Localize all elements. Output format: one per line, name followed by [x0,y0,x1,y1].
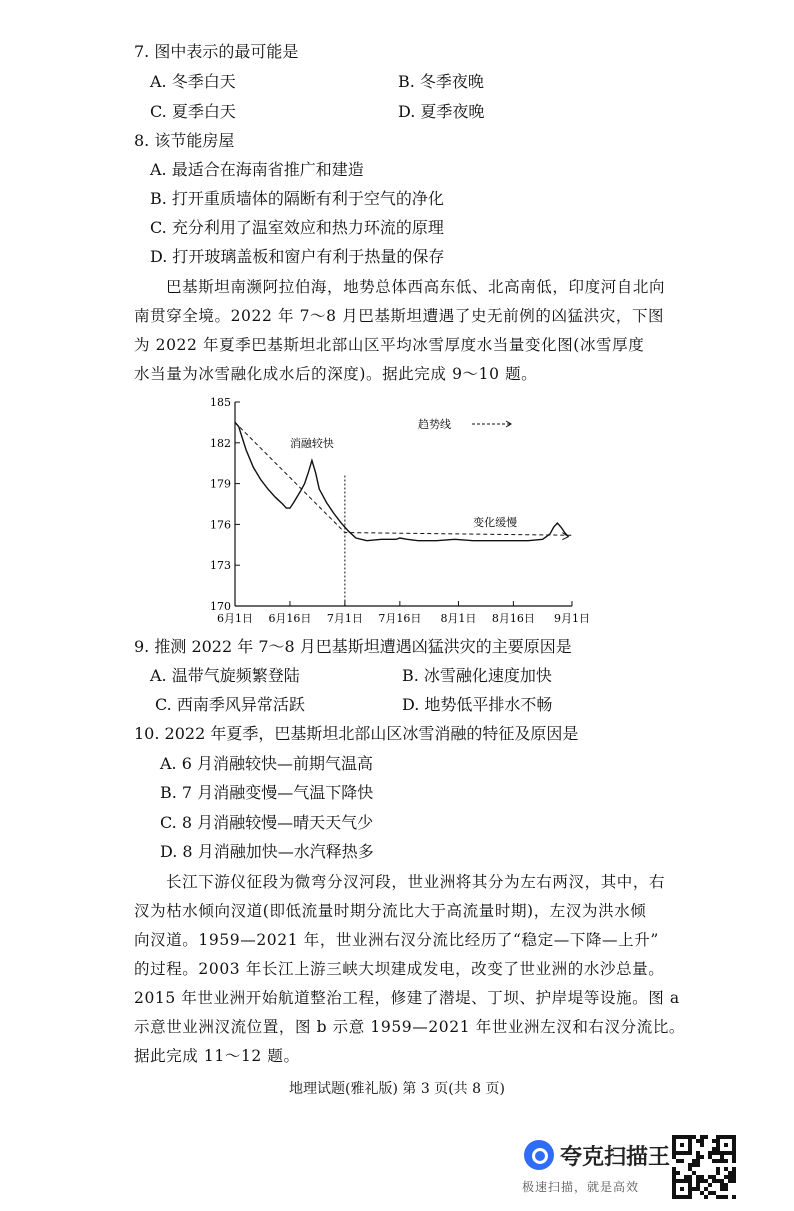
passage-2-line: 据此完成 11～12 题。 [134,1047,300,1065]
qr-module [728,1179,732,1183]
qr-module [692,1135,696,1139]
question-8-option-a: A. 最适合在海南省推广和建造 [150,160,364,179]
qr-module [696,1187,700,1191]
scanner-logo-icon [524,1140,554,1170]
x-tick-label: 7月16日 [378,612,422,625]
qr-module [672,1167,676,1171]
question-9-option-d: D. 地势低平排水不畅 [402,695,553,714]
snow-water-equivalent-chart [200,392,590,632]
qr-module [688,1167,692,1171]
qr-module [732,1171,736,1175]
swe-series-line [235,422,568,540]
qr-module [712,1175,716,1179]
qr-module [716,1147,720,1151]
qr-module [716,1171,720,1175]
question-10-option-c: C. 8 月消融较慢—晴天天气少 [160,813,374,832]
qr-module [672,1147,676,1151]
qr-module [712,1179,716,1183]
qr-module [720,1155,724,1159]
y-tick-label: 170 [210,600,231,613]
qr-module [684,1195,688,1199]
qr-module [716,1159,720,1163]
qr-module [684,1135,688,1139]
qr-module [732,1135,736,1139]
qr-module [680,1195,684,1199]
question-8-option-c: C. 充分利用了温室效应和热力环流的原理 [150,218,444,237]
qr-module [724,1159,728,1163]
qr-module [696,1159,700,1163]
qr-module [688,1179,692,1183]
qr-module [728,1171,732,1175]
qr-module [724,1187,728,1191]
qr-module [688,1139,692,1143]
y-tick-label: 176 [210,518,231,532]
scanner-slogan: 极速扫描，就是高效 [522,1180,640,1194]
qr-module [716,1139,720,1143]
qr-module [688,1147,692,1151]
qr-module [720,1183,724,1187]
qr-module [732,1167,736,1171]
qr-module [704,1187,708,1191]
qr-module [676,1179,680,1183]
qr-module [696,1155,700,1159]
qr-module [692,1187,696,1191]
qr-module [732,1175,736,1179]
y-tick-label: 182 [210,436,231,450]
question-8-option-b: B. 打开重质墙体的隔断有利于空气的净化 [150,189,444,208]
passage-2-line: 示意世业洲汊流位置，图 b 示意 1959—2021 年世业洲左汊和右汊分流比。 [134,1018,686,1036]
qr-module [676,1171,680,1175]
qr-module [700,1179,704,1183]
qr-module [728,1151,732,1155]
passage-1-line: 南贯穿全境。2022 年 7～8 月巴基斯坦遭遇了史无前例的凶猛洪灾，下图 [134,307,665,325]
passage-2-line: 向汊道。1959—2021 年，世业洲右汊分流比经历了“稳定—下降—上升” [134,931,659,949]
qr-module [680,1151,684,1155]
passage-1-line: 为 2022 年夏季巴基斯坦北部山区平均冰雪厚度水当量变化图(冰雪厚度 [134,336,645,354]
chart-annotation: 变化缓慢 [473,515,518,529]
question-10-stem: 10. 2022 年夏季，巴基斯坦北部山区冰雪消融的特征及原因是 [134,724,579,743]
qr-module [716,1167,720,1171]
passage-1-line: 水当量为冰雪融化成水后的深度)。据此完成 9～10 题。 [134,365,538,383]
qr-module [684,1151,688,1155]
x-tick-label: 7月1日 [326,612,363,625]
question-10-option-b: B. 7 月消融变慢—气温下降快 [160,783,374,802]
qr-module [688,1195,692,1199]
qr-module [716,1143,720,1147]
qr-module [700,1155,704,1159]
question-7-option-b: B. 冬季夜晚 [398,72,484,91]
qr-module [732,1179,736,1183]
qr-module [680,1187,684,1191]
x-tick-label: 8月1日 [440,612,477,625]
qr-module [712,1147,716,1151]
chart-annotation: 消融较快 [289,436,334,450]
qr-module [672,1179,676,1183]
qr-module [724,1175,728,1179]
qr-module [676,1151,680,1155]
qr-module [732,1147,736,1151]
qr-module [728,1175,732,1179]
qr-module [724,1183,728,1187]
qr-module [676,1135,680,1139]
qr-module [688,1187,692,1191]
qr-module [720,1135,724,1139]
passage-2-line: 2015 年世业洲开始航道整治工程，修建了潜堤、丁坝、护岸堤等设施。图 a [134,989,680,1007]
question-10-option-d: D. 8 月消融加快—水汽释热多 [160,842,374,861]
qr-module [672,1171,676,1175]
qr-module [724,1143,728,1147]
qr-module [720,1159,724,1163]
qr-module [700,1191,704,1195]
qr-module [720,1195,724,1199]
qr-module [684,1179,688,1183]
qr-module [728,1135,732,1139]
passage-1-line: 巴基斯坦南濒阿拉伯海，地势总体西高东低、北高南低，印度河自北向 [166,278,666,296]
qr-module [724,1167,728,1171]
trend-line [235,422,572,535]
qr-module [720,1179,724,1183]
y-tick-label: 179 [210,477,231,491]
question-7-option-d: D. 夏季夜晚 [398,102,485,121]
qr-module [708,1175,712,1179]
qr-module [724,1151,728,1155]
qr-module [696,1175,700,1179]
qr-module [672,1143,676,1147]
qr-module [692,1163,696,1167]
qr-module [716,1135,720,1139]
qr-module [732,1159,736,1163]
qr-module [704,1135,708,1139]
page-footer: 地理试题(雅礼版) 第 3 页(共 8 页) [289,1081,505,1097]
question-7-stem: 7. 图中表示的最可能是 [134,42,299,61]
qr-module [696,1151,700,1155]
qr-module [680,1159,684,1163]
passage-2-line: 汊为枯水倾向汊道(即低流量时期分流比大于高流量时期)，左汊为洪水倾 [134,902,647,920]
qr-module [712,1139,716,1143]
qr-module [672,1175,676,1179]
qr-module [680,1143,684,1147]
question-8-stem: 8. 该节能房屋 [134,131,235,150]
qr-module [704,1195,708,1199]
question-9-option-a: A. 温带气旋频繁登陆 [150,666,300,685]
question-7-option-c: C. 夏季白天 [150,102,236,121]
qr-module [700,1143,704,1147]
question-9-option-b: B. 冰雪融化速度加快 [402,666,552,685]
qr-module [712,1191,716,1195]
qr-module [712,1151,716,1155]
question-8-option-d: D. 打开玻璃盖板和窗户有利于热量的保存 [150,247,445,266]
qr-module [720,1151,724,1155]
qr-module [700,1139,704,1143]
qr-module [688,1135,692,1139]
qr-module [680,1135,684,1139]
qr-module [716,1151,720,1155]
qr-module [672,1151,676,1155]
qr-module [688,1163,692,1167]
qr-module [684,1175,688,1179]
qr-module [732,1155,736,1159]
qr-module [696,1139,700,1143]
qr-module [732,1151,736,1155]
qr-module [672,1139,676,1143]
x-tick-label: 9月1日 [554,612,590,625]
qr-module [688,1175,692,1179]
qr-module [704,1179,708,1183]
qr-module [708,1191,712,1195]
qr-module [724,1195,728,1199]
y-tick-label: 185 [210,396,231,409]
passage-2-line: 长江下游仪征段为微弯分汊河段，世业洲将其分为左右两汊，其中，右 [166,873,666,891]
qr-module [696,1179,700,1183]
qr-module [720,1187,724,1191]
qr-module [696,1163,700,1167]
qr-module [676,1195,680,1199]
qr-module [708,1151,712,1155]
qr-module [712,1159,716,1163]
qr-module [708,1183,712,1187]
qr-code-icon [672,1135,736,1199]
qr-module [672,1187,676,1191]
qr-module [724,1135,728,1139]
qr-module [716,1195,720,1199]
qr-module [676,1159,680,1163]
qr-module [672,1195,676,1199]
question-7-option-a: A. 冬季白天 [150,72,236,91]
qr-module [716,1179,720,1183]
qr-module [732,1139,736,1143]
legend-label: 趋势线 [418,418,451,431]
question-10-option-a: A. 6 月消融较快—前期气温高 [160,754,373,773]
qr-module [732,1143,736,1147]
x-tick-label: 6月16日 [268,612,312,625]
scanner-brand: 夸克扫描王 [560,1145,671,1170]
qr-module [672,1155,676,1159]
qr-module [732,1195,736,1199]
qr-module [688,1143,692,1147]
passage-2-line: 的过程。2003 年长江上游三峡大坝建成发电，改变了世业洲的水沙总量。 [134,960,665,978]
qr-module [680,1179,684,1183]
qr-module [696,1183,700,1187]
x-tick-label: 6月1日 [217,612,253,625]
qr-module [672,1191,676,1195]
qr-module [688,1191,692,1195]
qr-module [692,1159,696,1163]
qr-module [688,1183,692,1187]
x-tick-label: 8月16日 [491,612,535,625]
qr-module [700,1135,704,1139]
question-9-stem: 9. 推测 2022 年 7～8 月巴基斯坦遭遇凶猛洪灾的主要原因是 [134,637,572,656]
y-tick-label: 173 [210,559,231,573]
qr-module [672,1135,676,1139]
qr-module [692,1171,696,1175]
qr-module [708,1155,712,1159]
qr-module [688,1151,692,1155]
qr-module [672,1183,676,1187]
question-9-option-c: C. 西南季风异常活跃 [155,695,305,714]
qr-module [700,1175,704,1179]
